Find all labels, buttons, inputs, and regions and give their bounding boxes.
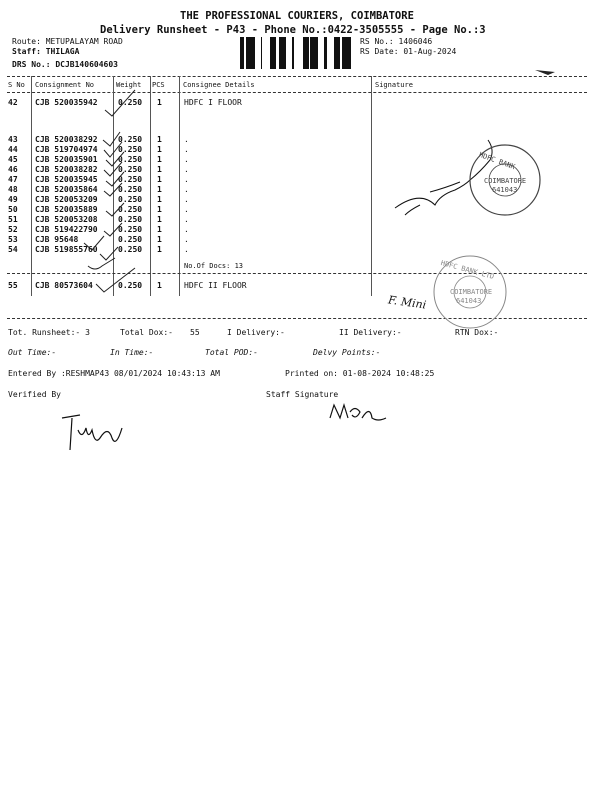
rtn-dox: RTN Dox:- bbox=[455, 328, 499, 337]
row-consignment: CJB 520035942 bbox=[35, 98, 98, 107]
stamp2-line1: HDFC BANK LTD bbox=[439, 259, 495, 281]
stamp2-line3: 641043 bbox=[456, 297, 482, 305]
row-pcs: 1 bbox=[157, 225, 162, 234]
stamp1-line3: 641043 bbox=[492, 186, 518, 194]
row-weight: 0.250 bbox=[118, 215, 143, 224]
row-pcs: 1 bbox=[157, 195, 162, 204]
col-consignment: Consignment No bbox=[35, 81, 95, 89]
rs-number: RS No.: 1406046 bbox=[360, 37, 433, 46]
row-consignment: CJB 520035889 bbox=[35, 205, 98, 214]
row-consignment: CJB 80573604 bbox=[35, 281, 93, 290]
row-weight: 0.250 bbox=[118, 235, 143, 244]
row-details: . bbox=[184, 195, 189, 204]
row-sno: 51 bbox=[8, 215, 18, 224]
row-consignment: CJB 520035864 bbox=[35, 185, 98, 194]
no-of-docs: No.Of Docs: 13 bbox=[184, 262, 244, 270]
row-consignment: CJB 519704974 bbox=[35, 145, 98, 154]
row-weight: 0.250 bbox=[118, 205, 143, 214]
row-consignment: CJB 520038292 bbox=[35, 135, 98, 144]
row-details: . bbox=[184, 175, 189, 184]
row-pcs: 1 bbox=[157, 185, 162, 194]
col-sno: S No bbox=[8, 81, 25, 89]
row-sno: 52 bbox=[8, 225, 18, 234]
row-sno: 45 bbox=[8, 155, 18, 164]
row-sno: 43 bbox=[8, 135, 18, 144]
company-name: THE PROFESSIONAL COURIERS, COIMBATORE bbox=[180, 10, 414, 22]
rule-top bbox=[7, 76, 587, 77]
barcode-image bbox=[240, 37, 354, 69]
col-divider bbox=[113, 76, 114, 296]
row-weight: 0.250 bbox=[118, 155, 143, 164]
total-dox-label: Total Dox:- bbox=[120, 328, 173, 337]
row-consignment: CJB 520035945 bbox=[35, 175, 98, 184]
row-consignment: CJB 519422790 bbox=[35, 225, 98, 234]
row-pcs: 1 bbox=[157, 155, 162, 164]
row-sno: 55 bbox=[8, 281, 18, 290]
row-pcs: 1 bbox=[157, 165, 162, 174]
row-details: . bbox=[184, 145, 189, 154]
row-details: . bbox=[184, 225, 189, 234]
col-divider bbox=[179, 76, 180, 296]
row-pcs: 1 bbox=[157, 245, 162, 254]
row-weight: 0.250 bbox=[118, 195, 143, 204]
rule-header-bottom bbox=[7, 92, 587, 93]
row-details: . bbox=[184, 245, 189, 254]
row-sno: 53 bbox=[8, 235, 18, 244]
printed-on: Printed on: 01-08-2024 10:48:25 bbox=[285, 369, 435, 378]
entered-by: Entered By :RESHMAP43 08/01/2024 10:43:13 AM bbox=[8, 369, 220, 378]
stamp1-line2: COIMBATORE bbox=[484, 177, 527, 185]
row-weight: 0.250 bbox=[118, 145, 143, 154]
verified-by-signature bbox=[62, 415, 122, 450]
row-details: HDFC I FLOOR bbox=[184, 98, 242, 107]
row-consignment: CJB 519855760 bbox=[35, 245, 98, 254]
staff-signature-label: Staff Signature bbox=[266, 390, 339, 399]
signature-scribble bbox=[395, 140, 492, 215]
row-pcs: 1 bbox=[157, 145, 162, 154]
row-weight: 0.250 bbox=[118, 175, 143, 184]
row-details: . bbox=[184, 235, 189, 244]
stamp1-line1: HDFC BANK bbox=[477, 150, 517, 172]
rs-date: RS Date: 01-Aug-2024 bbox=[360, 47, 457, 56]
row-sno: 48 bbox=[8, 185, 18, 194]
total-dox-value: 55 bbox=[190, 328, 200, 337]
col-weight: Weight bbox=[116, 81, 142, 89]
row-weight: 0.250 bbox=[118, 185, 143, 194]
verified-by-label: Verified By bbox=[8, 390, 61, 399]
in-time: In Time:- bbox=[110, 348, 154, 357]
col-pcs: PCS bbox=[152, 81, 165, 89]
signature-text: F. Mini bbox=[387, 293, 428, 312]
row-consignment: CJB 95648 bbox=[35, 235, 79, 244]
row-details: . bbox=[184, 185, 189, 194]
row-weight: 0.250 bbox=[118, 135, 143, 144]
route-label: Route: METUPALAYAM ROAD bbox=[12, 37, 123, 46]
col-consignee: Consignee Details bbox=[183, 81, 255, 89]
row-weight: 0.250 bbox=[118, 98, 143, 107]
row-pcs: 1 bbox=[157, 98, 162, 107]
row-details: . bbox=[184, 135, 189, 144]
rule-row-group bbox=[7, 273, 587, 274]
row-sno: 47 bbox=[8, 175, 18, 184]
row-consignment: CJB 520053208 bbox=[35, 215, 98, 224]
row-weight: 0.250 bbox=[118, 165, 143, 174]
row-pcs: 1 bbox=[157, 135, 162, 144]
col-divider bbox=[150, 76, 151, 296]
row-details: . bbox=[184, 165, 189, 174]
row-consignment: CJB 520038282 bbox=[35, 165, 98, 174]
i-delivery: I Delivery:- bbox=[227, 328, 285, 337]
col-divider bbox=[371, 76, 372, 296]
row-weight: 0.250 bbox=[118, 281, 143, 290]
row-pcs: 1 bbox=[157, 205, 162, 214]
tot-runsheet: Tot. Runsheet:- 3 bbox=[8, 328, 90, 337]
row-consignment: CJB 520035901 bbox=[35, 155, 98, 164]
row-sno: 44 bbox=[8, 145, 18, 154]
total-pod: Total POD:- bbox=[205, 348, 258, 357]
row-sno: 46 bbox=[8, 165, 18, 174]
drs-number: DRS No.: DCJB140604603 bbox=[12, 60, 118, 69]
rule-table-bottom bbox=[7, 318, 587, 319]
corner-mark bbox=[535, 70, 555, 75]
row-pcs: 1 bbox=[157, 215, 162, 224]
row-details: HDFC II FLOOR bbox=[184, 281, 247, 290]
col-signature: Signature bbox=[375, 81, 413, 89]
row-sno: 42 bbox=[8, 98, 18, 107]
row-weight: 0.250 bbox=[118, 245, 143, 254]
row-sno: 49 bbox=[8, 195, 18, 204]
delivery-points: Delvy Points:- bbox=[313, 348, 381, 357]
staff-signature-scribble bbox=[330, 405, 386, 420]
row-weight: 0.250 bbox=[118, 225, 143, 234]
row-details: . bbox=[184, 205, 189, 214]
row-pcs: 1 bbox=[157, 175, 162, 184]
staff-label: Staff: THILAGA bbox=[12, 47, 80, 56]
stamp2-line2: COIMBATORE bbox=[450, 288, 493, 296]
row-details: . bbox=[184, 155, 189, 164]
col-divider bbox=[31, 76, 32, 296]
out-time: Out Time:- bbox=[8, 348, 57, 357]
row-consignment: CJB 520053209 bbox=[35, 195, 98, 204]
row-details: . bbox=[184, 215, 189, 224]
runsheet-title: Delivery Runsheet - P43 - Phone No.:0422-3505555 - Page No.:3 bbox=[100, 24, 486, 36]
row-pcs: 1 bbox=[157, 235, 162, 244]
row-pcs: 1 bbox=[157, 281, 162, 290]
ii-delivery: II Delivery:- bbox=[339, 328, 402, 337]
row-sno: 54 bbox=[8, 245, 18, 254]
row-sno: 50 bbox=[8, 205, 18, 214]
